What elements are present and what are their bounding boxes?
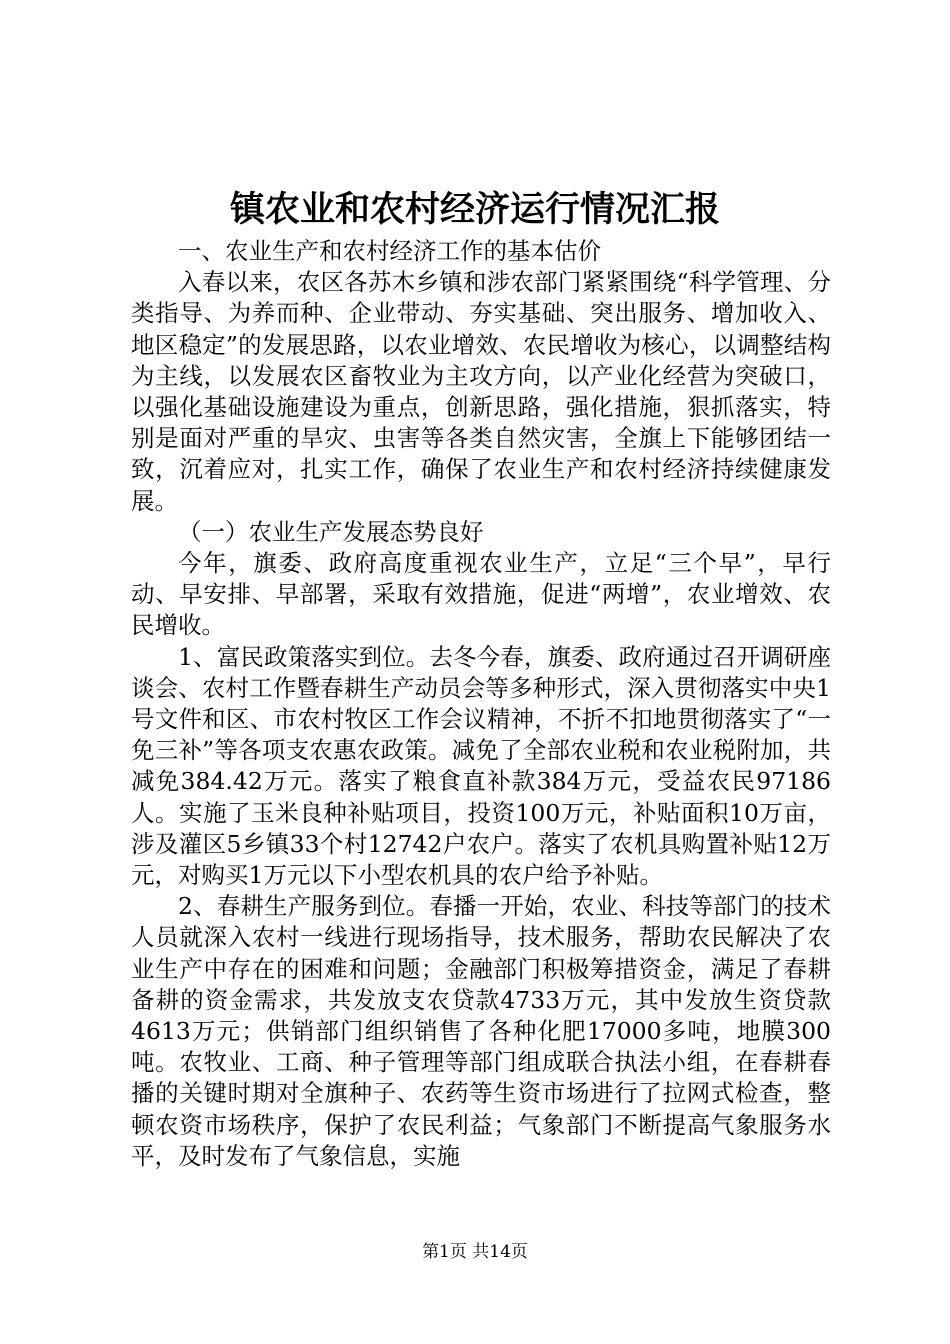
body-paragraph: 1、富民政策落实到位。去冬今春，旗委、政府通过召开调研座谈会、农村工作暨春耕生产动员会等多种形式，深入贯彻落实中央1号文件和区、市农村牧区工作会议精神，不折不扣地贯彻落实了“一免三补”等各项支农惠农政策。减免了全部农业税和农业税附加，共减免384.42万元。落实了粮食直补款384万元，受益农民97186人。实施了玉米良种补贴项目，投资100万元，补贴面积10万亩，涉及灌区5乡镇33个村12742户农户。落实了农机具购置补贴12万元，对购买1万元以下小型农机具的农户给予补贴。: [131, 642, 831, 890]
page-number-footer: 第1页 共14页: [422, 1242, 528, 1262]
subsection-heading: （一）农业生产发展态势良好: [178, 517, 484, 546]
document-body: [131, 236, 831, 1172]
section-heading: 一、农业生产和农村经济工作的基本估价: [178, 237, 601, 265]
body-paragraph: 入春以来，农区各苏木乡镇和涉农部门紧紧围绕“科学管理、分类指导、为养而种、企业带动、夯实基础、突出服务、增加收入、地区稳定”的发展思路，以农业增效、农民增收为核心，以调整结构为主线，以发展农区畜牧业为主攻方向，以产业化经营为突破口，以强化基础设施建设为重点，创新思路，强化措施，狠抓落实，特别是面对严重的旱灾、虫害等各类自然灾害，全旗上下能够团结一致，沉着应对，扎实工作，确保了农业生产和农村经济持续健康发展。: [131, 268, 831, 515]
body-paragraph: 今年，旗委、政府高度重视农业生产，立足“三个早”，早行动、早安排、早部署，采取有效措施，促进“两增”，农业增效、农民增收。: [131, 549, 831, 640]
body-paragraph: 2、春耕生产服务到位。春播一开始，农业、科技等部门的技术人员就深入农村一线进行现场指导，技术服务，帮助农民解决了农业生产中存在的困难和问题；金融部门积极筹措资金，满足了春耕备耕的资金需求，共发放支农贷款4733万元，其中发放生资贷款4613万元；供销部门组织销售了各种化肥17000多吨，地膜300吨。农牧业、工商、种子管理等部门组成联合执法小组，在春耕春播的关键时期对全旗种子、农药等生资市场进行了拉网式检查，整顿农资市场秩序，保护了农民利益；气象部门不断提高气象服务水平，及时发布了气象信息，实施: [131, 892, 831, 1170]
document-title: 镇农业和农村经济运行情况汇报: [229, 189, 720, 230]
